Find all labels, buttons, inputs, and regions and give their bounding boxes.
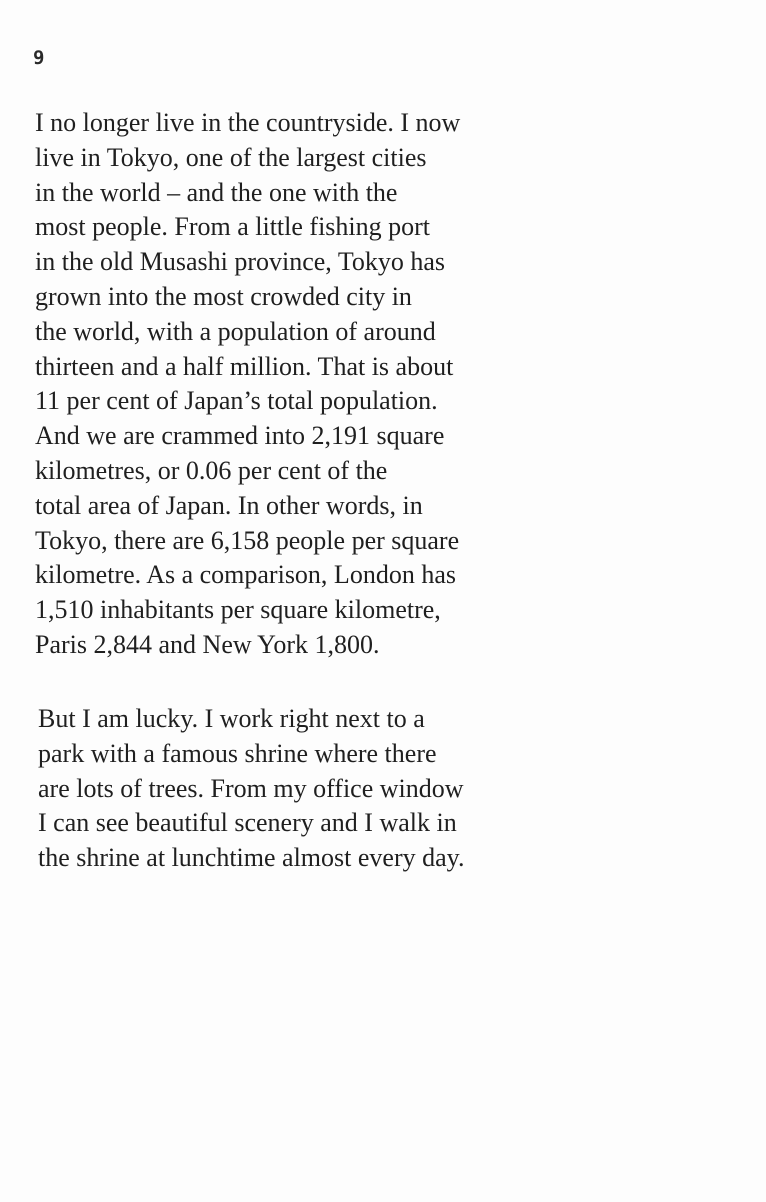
paragraph-tokyo-population xyxy=(35,106,460,663)
text-line: most people. From a little fishing port xyxy=(35,212,431,242)
paragraph-office-shrine xyxy=(38,702,464,876)
text-line: total area of Japan. In other words, in xyxy=(35,490,423,520)
text-line: And we are crammed into 2,191 square xyxy=(35,421,445,451)
text-line: 11 per cent of Japan’s total population. xyxy=(35,386,438,416)
text-line: But I am lucky. I work right next to a xyxy=(38,704,425,733)
text-line: Paris 2,844 and New York 1,800. xyxy=(35,629,380,659)
page-number: 9 xyxy=(33,47,45,69)
text-line: the world, with a population of around xyxy=(35,316,436,346)
text-line: live in Tokyo, one of the largest cities xyxy=(35,142,427,172)
text-line: are lots of trees. From my office window xyxy=(38,773,464,803)
text-line: Tokyo, there are 6,158 people per square xyxy=(35,525,460,555)
text-line: 1,510 inhabitants per square kilometre, xyxy=(35,595,441,625)
text-line: grown into the most crowded city in xyxy=(35,281,412,311)
text-line: I can see beautiful scenery and I walk in xyxy=(38,808,457,838)
text-line: in the old Musashi province, Tokyo has xyxy=(35,247,446,277)
text-line: in the world – and the one with the xyxy=(35,177,398,207)
text-line: thirteen and a half million. That is about xyxy=(35,351,454,381)
text-line: park with a famous shrine where there xyxy=(38,738,437,768)
text-line: kilometre. As a comparison, London has xyxy=(35,560,456,590)
text-line: the shrine at lunchtime almost every day. xyxy=(38,843,465,873)
text-line: I no longer live in the countryside. I now xyxy=(35,108,461,137)
text-line: kilometres, or 0.06 per cent of the xyxy=(35,455,388,485)
